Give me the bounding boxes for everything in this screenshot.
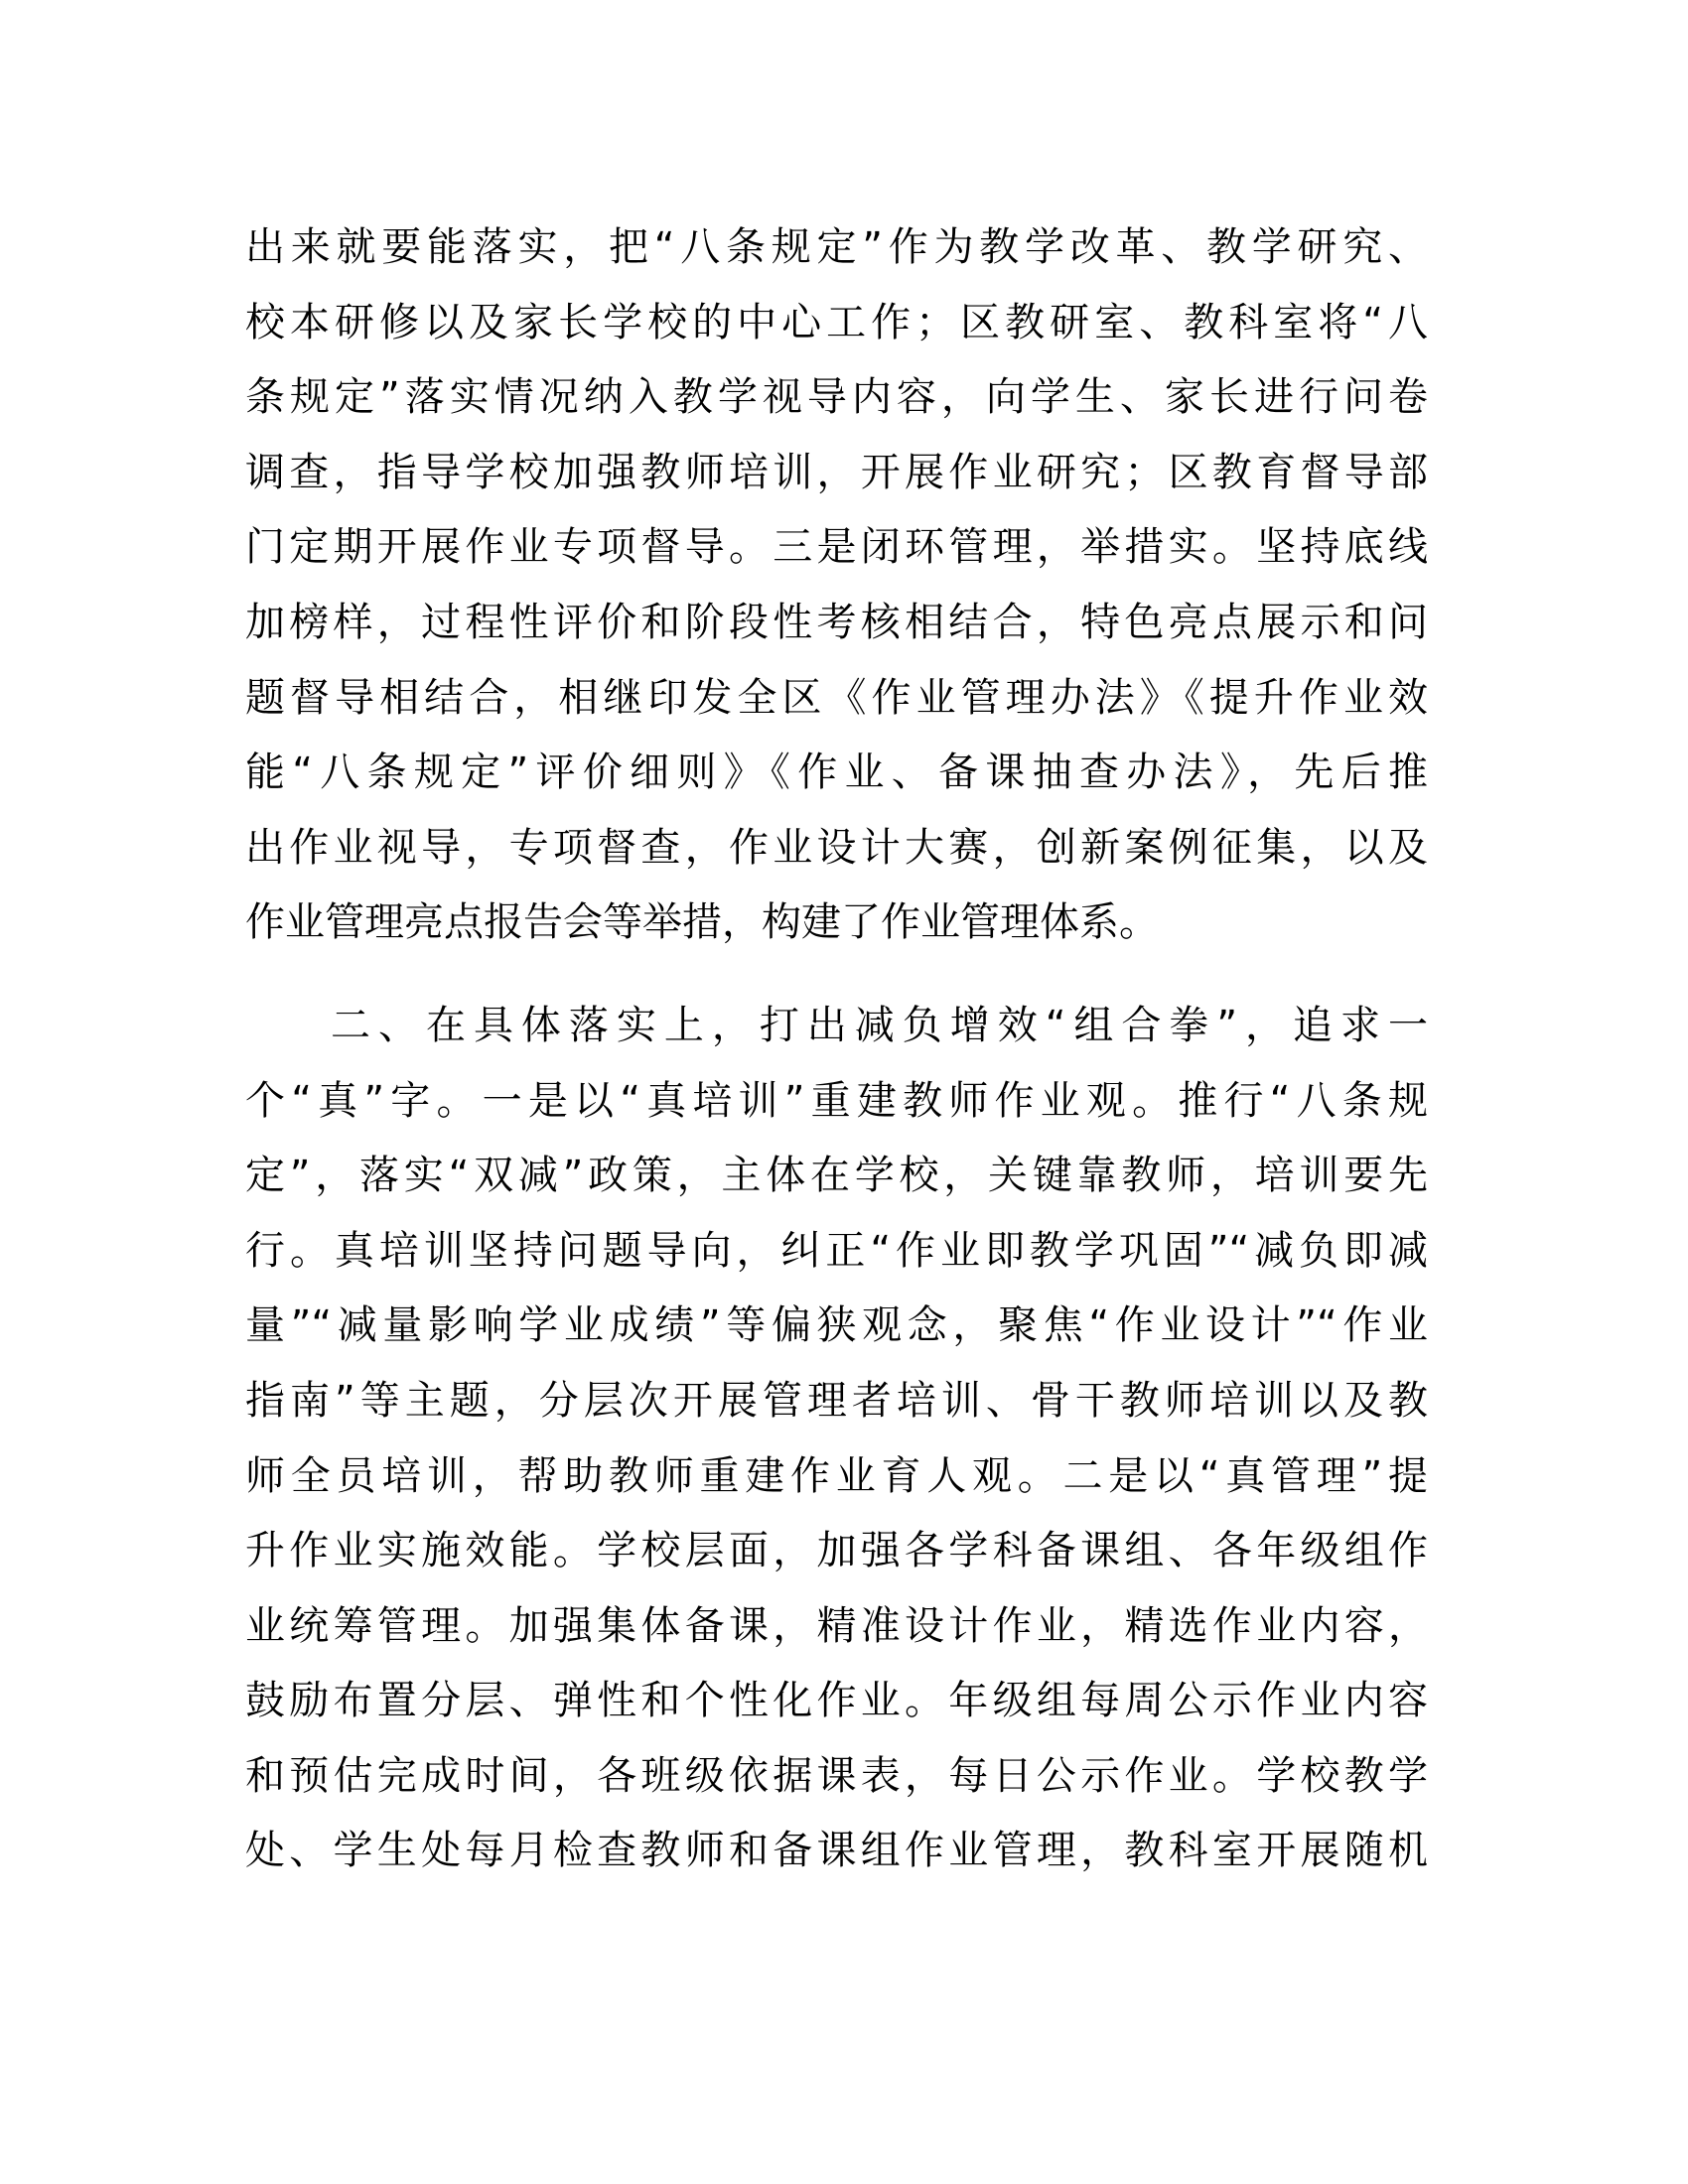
text-line: 能“八条规定”评价细则》《作业、备课抽查办法》，先后推 [245,750,1428,796]
text-line: 加榜样，过程性评价和阶段性考核相结合，特色亮点展示和问 [245,599,1428,645]
paragraph-1 [245,210,1428,961]
text-line: 个“真”字。一是以“真培训”重建教师作业观。推行“八条规 [245,1077,1428,1124]
text-line: 鼓励布置分层、弹性和个性化作业。年级组每周公示作业内容 [245,1678,1428,1724]
text-line: 量”“减量影响学业成绩”等偏狭观念，聚焦“作业设计”“作业 [245,1302,1428,1349]
text-line: 调查，指导学校加强教师培训，开展作业研究；区教育督导部 [245,449,1428,495]
text-line: 作业管理亮点报告会等举措，构建了作业管理体系。 [245,899,1159,946]
text-line: 处、学生处每月检查教师和备课组作业管理，教科室开展随机 [245,1828,1428,1874]
text-line: 行。真培训坚持问题导向，纠正“作业即教学巩固”“减负即减 [245,1227,1428,1274]
text-line: 门定期开展作业专项督导。三是闭环管理，举措实。坚持底线 [245,524,1428,571]
text-line: 指南”等主题，分层次开展管理者培训、骨干教师培训以及教 [245,1377,1428,1424]
text-line: 校本研修以及家长学校的中心工作；区教研室、教科室将“八 [245,299,1428,345]
text-line: 题督导相结合，相继印发全区《作业管理办法》《提升作业效 [245,674,1428,721]
text-line: 业统筹管理。加强集体备课，精准设计作业，精选作业内容， [245,1602,1428,1649]
text-line: 条规定”落实情况纳入教学视导内容，向学生、家长进行问卷 [245,374,1428,421]
document-page [245,210,1428,1889]
text-line: 升作业实施效能。学校层面，加强各学科备课组、各年级组作 [245,1528,1428,1574]
paragraph-2 [245,989,1428,1889]
text-line: 和预估完成时间，各班级依据课表，每日公示作业。学校教学 [245,1752,1428,1799]
text-line: 出作业视导，专项督查，作业设计大赛，创新案例征集，以及 [245,824,1428,871]
text-line: 定”，落实“双减”政策，主体在学校，关键靠教师，培训要先 [245,1153,1428,1199]
text-line: 出来就要能落实，把“八条规定”作为教学改革、教学研究、 [245,224,1428,270]
text-line: 师全员培训，帮助教师重建作业育人观。二是以“真管理”提 [245,1452,1428,1499]
text-line: 二、在具体落实上，打出减负增效“组合拳”，追求一 [331,1002,1428,1048]
